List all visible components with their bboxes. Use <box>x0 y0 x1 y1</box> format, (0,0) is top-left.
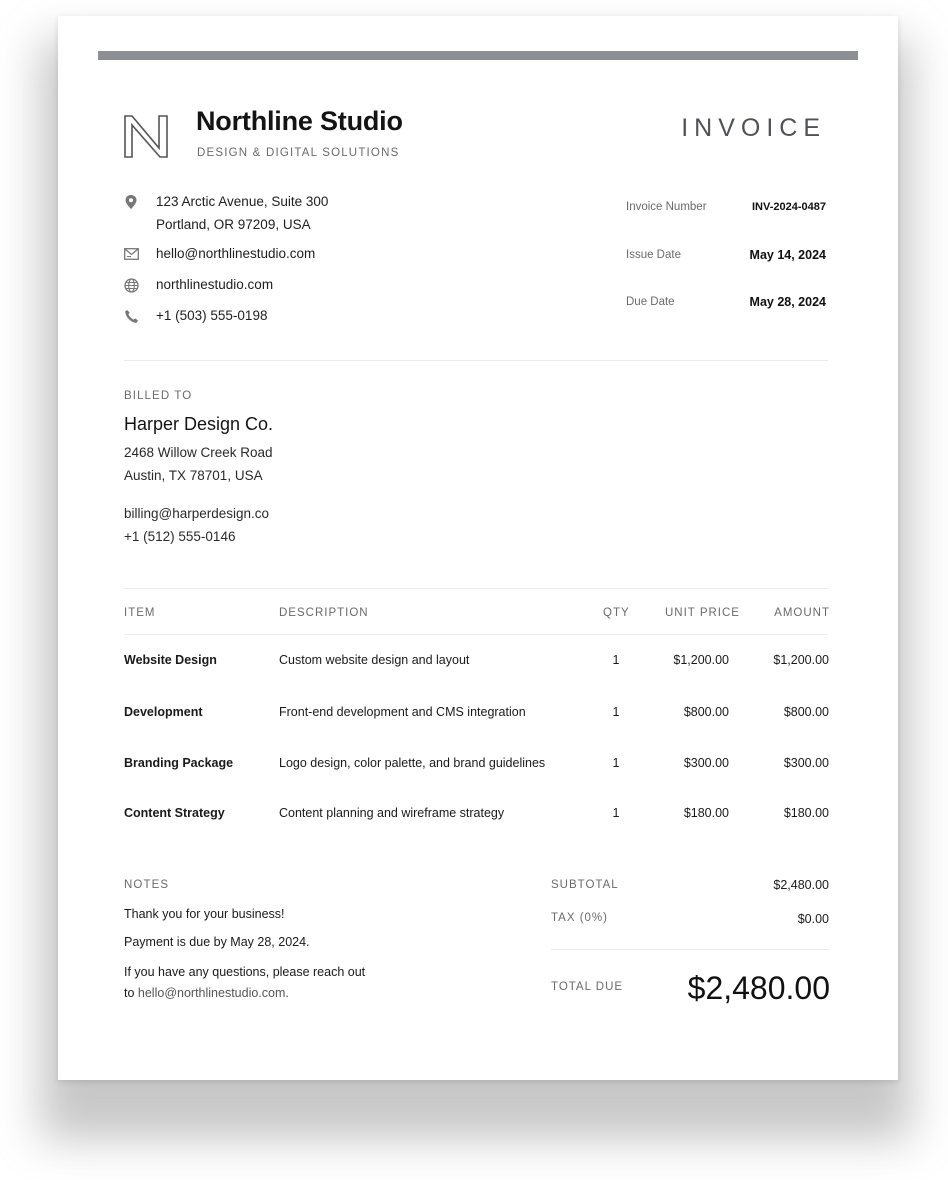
divider <box>124 588 828 589</box>
client-phone: +1 (512) 555-0146 <box>124 529 236 544</box>
row-amount: $800.00 <box>783 705 829 719</box>
row-qty: 1 <box>612 806 620 820</box>
issue-date-label: Issue Date <box>626 249 681 261</box>
subtotal-label: SUBTOTAL <box>551 879 619 891</box>
table-row <box>58 705 898 725</box>
company-phone: +1 (503) 555-0198 <box>156 308 268 323</box>
row-item: Branding Package <box>124 756 234 770</box>
notes-line-1: Thank you for your business! <box>124 907 285 921</box>
due-date-label: Due Date <box>626 296 675 308</box>
row-item: Development <box>124 705 203 719</box>
globe-icon <box>124 274 156 296</box>
row-unit-price: $180.00 <box>683 806 729 820</box>
column-header-description: DESCRIPTION <box>279 607 369 619</box>
divider <box>124 360 828 361</box>
invoice-number: INV-2024-0487 <box>752 201 826 213</box>
notes-line-4-prefix: to <box>124 986 138 1000</box>
row-amount: $180.00 <box>783 806 829 820</box>
table-row <box>58 653 898 673</box>
row-qty: 1 <box>612 705 620 719</box>
invoice-page <box>58 16 898 1080</box>
company-email-row <box>124 243 315 266</box>
total-due-label: TOTAL DUE <box>551 981 624 993</box>
notes-label: NOTES <box>124 879 170 891</box>
table-row <box>58 806 898 826</box>
row-amount: $1,200.00 <box>773 653 829 667</box>
location-pin-icon <box>124 191 156 213</box>
row-item: Content Strategy <box>124 806 225 820</box>
company-logo <box>122 110 172 160</box>
table-header-divider <box>124 634 828 635</box>
notes-line-3: If you have any questions, please reach out <box>124 965 366 979</box>
company-phone-row <box>124 305 267 328</box>
company-tagline: DESIGN & DIGITAL SOLUTIONS <box>197 147 400 159</box>
row-amount: $300.00 <box>783 756 829 770</box>
company-email[interactable]: hello@northlinestudio.com <box>156 246 316 261</box>
row-qty: 1 <box>612 756 620 770</box>
envelope-icon <box>124 243 156 265</box>
client-address-line-2: Austin, TX 78701, USA <box>124 468 263 483</box>
row-description: Content planning and wireframe strategy <box>279 806 505 820</box>
client-email[interactable]: billing@harperdesign.co <box>124 506 270 521</box>
table-row <box>58 756 898 776</box>
address-line-1: 123 Arctic Avenue, Suite 300 <box>156 194 329 209</box>
notes-line-2: Payment is due by May 28, 2024. <box>124 935 310 949</box>
subtotal-value: $2,480.00 <box>773 878 829 892</box>
row-description: Custom website design and layout <box>279 653 470 667</box>
row-unit-price: $1,200.00 <box>673 653 729 667</box>
row-qty: 1 <box>612 653 620 667</box>
row-item: Website Design <box>124 653 217 667</box>
row-unit-price: $800.00 <box>683 705 729 719</box>
company-name: Northline Studio <box>196 106 403 136</box>
column-header-amount: AMOUNT <box>774 607 830 619</box>
document-title: INVOICE <box>681 114 826 142</box>
due-date: May 28, 2024 <box>749 295 826 309</box>
issue-date: May 14, 2024 <box>749 248 826 262</box>
notes-contact-email[interactable]: hello@northlinestudio.com. <box>137 986 289 1000</box>
phone-icon <box>124 305 156 327</box>
tax-label: TAX (0%) <box>551 912 608 924</box>
company-website-row <box>124 274 273 297</box>
row-description: Front-end development and CMS integration <box>279 705 526 719</box>
company-address <box>124 191 328 236</box>
summary-divider <box>551 949 829 950</box>
client-name: Harper Design Co. <box>124 414 274 434</box>
total-due-value: $2,480.00 <box>687 970 830 1006</box>
row-unit-price: $300.00 <box>683 756 729 770</box>
tax-value: $0.00 <box>797 912 829 926</box>
billed-to-label: BILLED TO <box>124 390 193 402</box>
address-line-2: Portland, OR 97209, USA <box>156 216 311 232</box>
notes-line-4 <box>124 983 289 1004</box>
invoice-number-label: Invoice Number <box>626 201 707 213</box>
top-accent-bar <box>98 51 858 60</box>
client-address-line-1: 2468 Willow Creek Road <box>124 445 273 460</box>
column-header-qty: QTY <box>603 607 630 619</box>
column-header-item: ITEM <box>124 607 156 619</box>
row-description: Logo design, color palette, and brand guidelines <box>279 756 546 770</box>
column-header-unit-price: UNIT PRICE <box>665 607 740 619</box>
company-website[interactable]: northlinestudio.com <box>156 277 274 292</box>
